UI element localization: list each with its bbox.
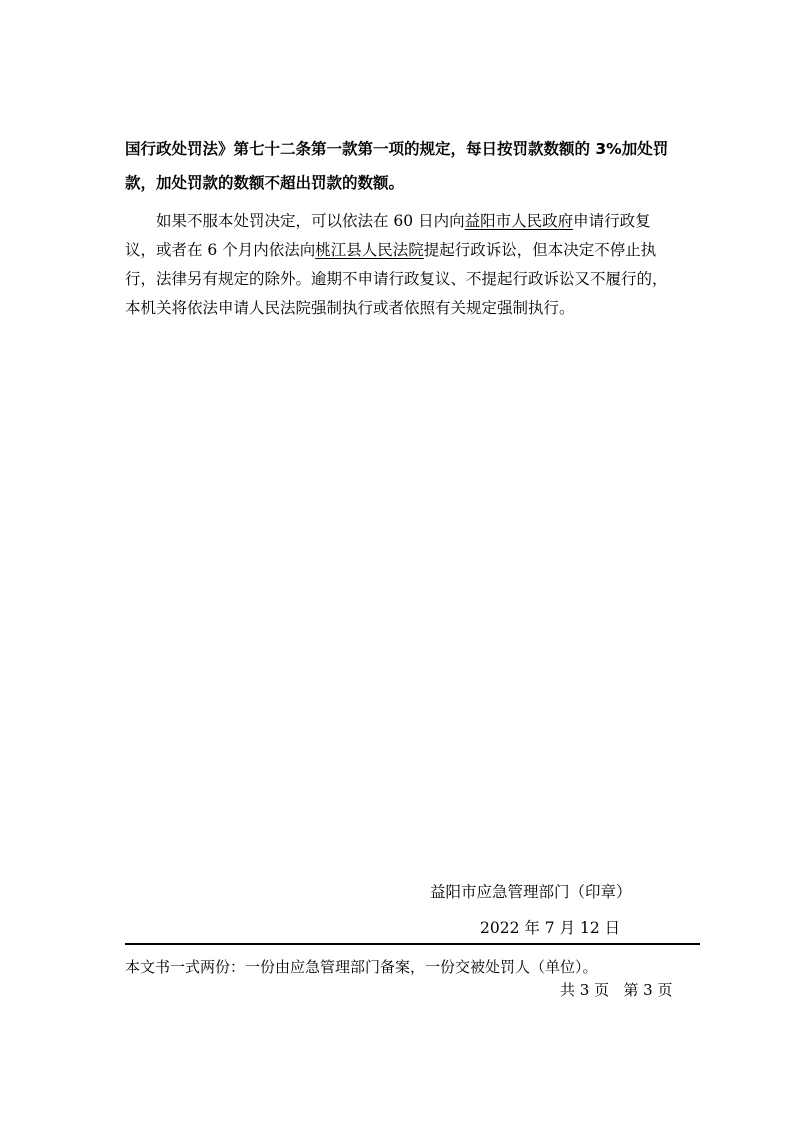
text-segment: 议，或者在 6 个月内依法向 xyxy=(125,241,316,259)
paragraph-line: 款，加处罚款的数额不超出罚款的数额。 xyxy=(125,174,405,192)
paragraph-line xyxy=(125,236,675,265)
current-page: 第 3 页 xyxy=(623,981,673,999)
issuing-organization-seal: 益阳市应急管理部门（印章） xyxy=(430,883,632,901)
government-name-underlined: 益阳市人民政府 xyxy=(464,212,574,230)
legal-remedy-paragraph xyxy=(125,207,675,323)
penalty-surcharge-paragraph xyxy=(125,132,675,200)
text-segment: 提起行政诉讼，但本决定不停止执 xyxy=(423,241,657,259)
footer-divider xyxy=(125,943,700,945)
issue-date: 2022 年 7 月 12 日 xyxy=(480,919,621,937)
paragraph-line: 本机关将依法申请人民法院强制执行或者依照有关规定强制执行。 xyxy=(125,299,575,317)
page-counter xyxy=(560,979,673,1000)
paragraph-line xyxy=(125,207,675,236)
paragraph-line: 行，法律另有规定的除外。逾期不申请行政复议、不提起行政诉讼又不履行的， xyxy=(125,270,668,288)
text-segment: 申请行政复 xyxy=(573,212,651,230)
total-pages: 共 3 页 xyxy=(560,981,610,999)
text-segment: 如果不服本处罚决定，可以依法在 60 日内向 xyxy=(156,212,465,230)
court-name-underlined: 桃江县人民法院 xyxy=(315,241,424,259)
paragraph-line: 国行政处罚法》第七十二条第一款第一项的规定，每日按罚款数额的 3%加处罚 xyxy=(125,140,669,158)
copies-footnote: 本文书一式两份：一份由应急管理部门备案，一份交被处罚人（单位）。 xyxy=(125,958,598,976)
